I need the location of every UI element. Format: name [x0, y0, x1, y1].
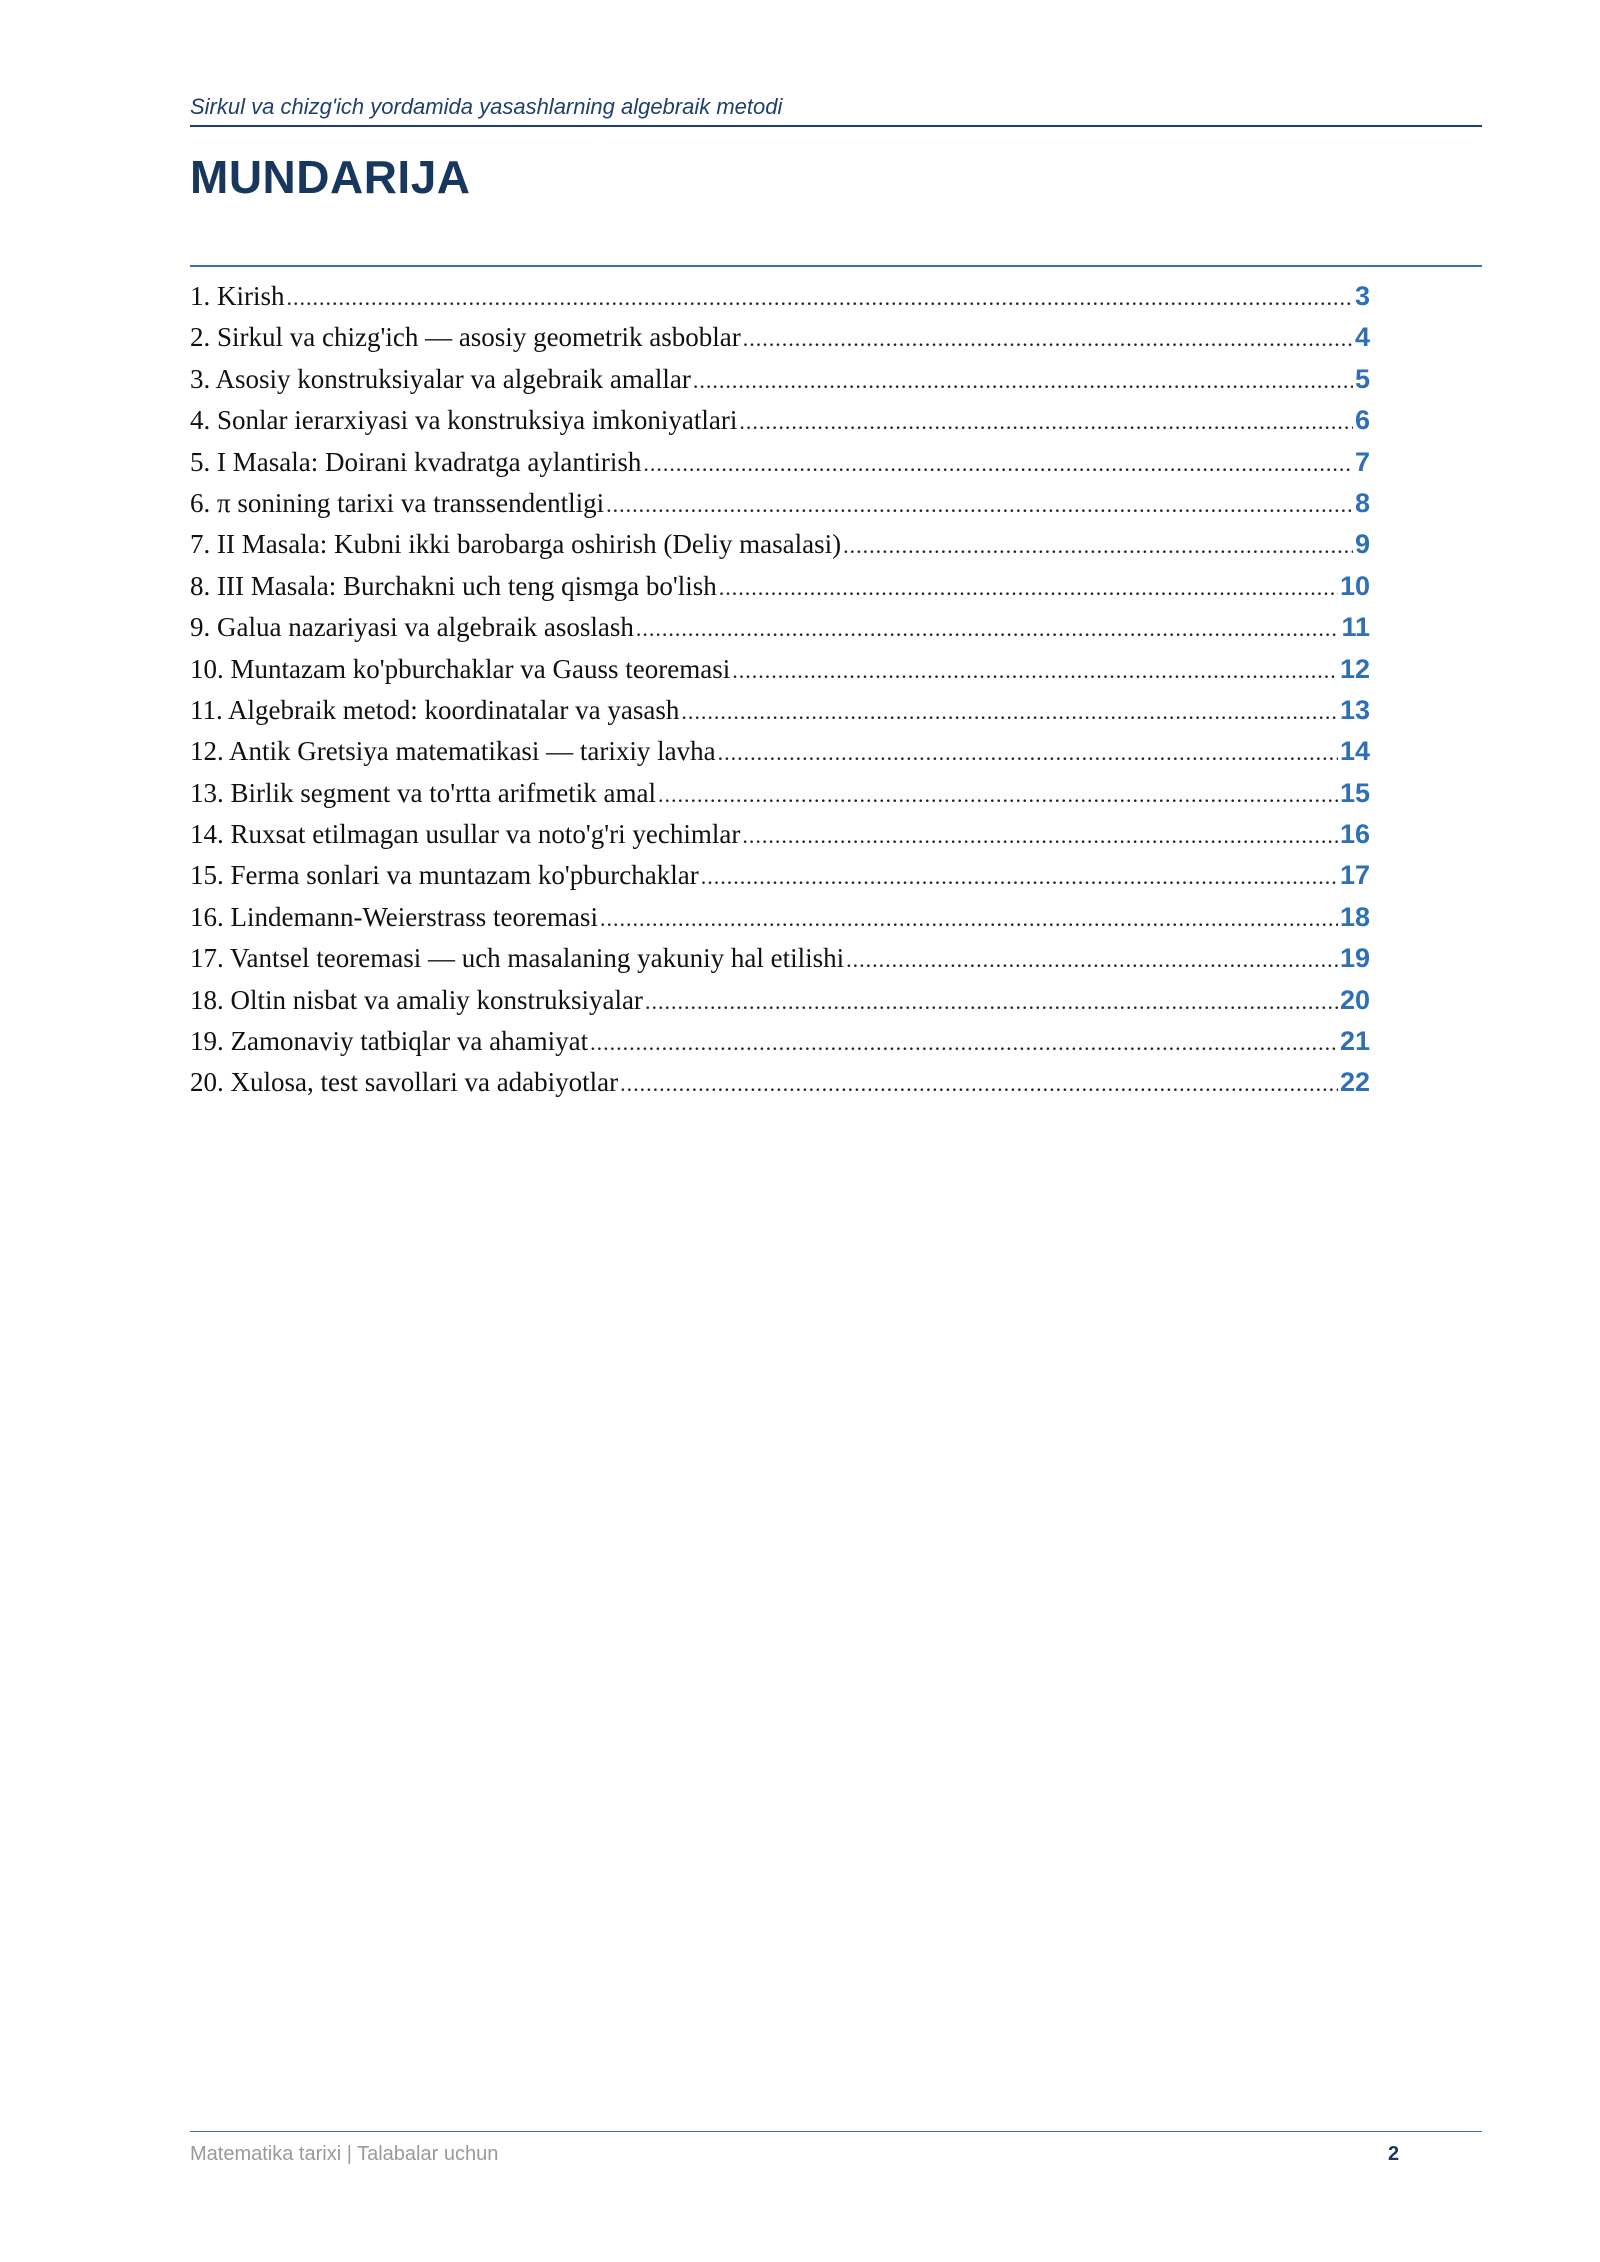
running-header: Sirkul va chizg'ich yordamida yasashlarning algebraik metodi — [190, 94, 783, 119]
toc-dot-leader — [701, 856, 1338, 897]
toc-dot-leader — [287, 277, 1353, 318]
toc-page-link[interactable]: 15 — [1339, 777, 1370, 808]
toc-entry-title: 6. π sonining tarixi va transsendentligi — [190, 487, 605, 518]
toc-entry[interactable] — [190, 442, 1370, 483]
toc-dot-leader — [600, 898, 1338, 939]
toc-divider — [190, 265, 1482, 267]
toc-dot-leader — [606, 484, 1353, 525]
toc-page-link[interactable]: 7 — [1354, 446, 1370, 477]
footer-divider — [190, 2131, 1482, 2132]
table-of-contents — [190, 276, 1370, 1104]
toc-entry[interactable] — [190, 359, 1370, 400]
toc-entry[interactable] — [190, 814, 1370, 855]
toc-entry-title: 20. Xulosa, test savollari va adabiyotlar — [190, 1067, 619, 1098]
toc-page-link[interactable]: 13 — [1339, 694, 1370, 725]
toc-entry[interactable] — [190, 524, 1370, 565]
toc-entry-title: 14. Ruxsat etilmagan usullar va noto'g'ri yechimlar — [190, 819, 741, 850]
toc-entry[interactable] — [190, 897, 1370, 938]
toc-entry-title: 3. Asosiy konstruksiyalar va algebraik amallar — [190, 363, 691, 394]
toc-page-link[interactable]: 16 — [1339, 819, 1370, 850]
toc-dot-leader — [643, 443, 1353, 484]
toc-entry[interactable] — [190, 773, 1370, 814]
toc-entry[interactable] — [190, 1062, 1370, 1103]
toc-page-link[interactable]: 11 — [1341, 612, 1370, 643]
toc-entry-title: 19. Zamonaviy tatbiqlar va ahamiyat — [190, 1026, 589, 1057]
toc-entry-title: 1. Kirish — [190, 281, 285, 311]
toc-entry[interactable] — [190, 855, 1370, 896]
toc-dot-leader — [658, 774, 1338, 815]
toc-entry-title: 15. Ferma sonlari va muntazam ko'pburchaklar — [190, 860, 699, 891]
toc-dot-leader — [645, 981, 1338, 1022]
toc-entry[interactable] — [190, 276, 1370, 317]
toc-page-link[interactable]: 5 — [1354, 363, 1370, 394]
toc-entry[interactable] — [190, 731, 1370, 772]
toc-dot-leader — [590, 1022, 1338, 1063]
toc-page-link[interactable]: 22 — [1339, 1067, 1370, 1098]
toc-page-link[interactable]: 6 — [1354, 405, 1370, 436]
toc-entry-title: 12. Antik Gretsiya matematikasi — tarixiy lavha — [190, 736, 716, 767]
page-title: MUNDARIJA — [190, 151, 471, 203]
toc-page-link[interactable]: 14 — [1339, 736, 1370, 767]
toc-dot-leader — [742, 815, 1338, 856]
toc-dot-leader — [693, 360, 1353, 401]
toc-dot-leader — [732, 650, 1338, 691]
toc-dot-leader — [636, 608, 1340, 649]
toc-entry[interactable] — [190, 400, 1370, 441]
header-divider — [190, 125, 1482, 127]
toc-page-link[interactable]: 3 — [1354, 281, 1370, 311]
toc-dot-leader — [846, 939, 1338, 980]
toc-entry[interactable] — [190, 1021, 1370, 1062]
toc-entry-title: 11. Algebraik metod: koordinatalar va yasash — [190, 694, 680, 725]
page-number: 2 — [1388, 2143, 1400, 2165]
toc-page-link[interactable]: 8 — [1354, 487, 1370, 518]
toc-page-link[interactable]: 17 — [1339, 860, 1370, 891]
toc-entry[interactable] — [190, 317, 1370, 358]
toc-page-link[interactable]: 19 — [1339, 943, 1370, 974]
toc-dot-leader — [843, 525, 1353, 566]
toc-entry[interactable] — [190, 607, 1370, 648]
toc-entry[interactable] — [190, 483, 1370, 524]
footer-text: Matematika tarixi | Talabalar uchun — [190, 2143, 499, 2165]
toc-entry-title: 17. Vantsel teoremasi — uch masalaning yakuniy hal etilishi — [190, 943, 845, 974]
toc-page-link[interactable]: 9 — [1354, 529, 1370, 560]
toc-dot-leader — [743, 318, 1353, 359]
toc-page-link[interactable]: 21 — [1339, 1026, 1370, 1057]
toc-entry[interactable] — [190, 980, 1370, 1021]
toc-entry-title: 16. Lindemann-Weierstrass teoremasi — [190, 901, 598, 932]
toc-dot-leader — [719, 567, 1338, 608]
toc-page-link[interactable]: 10 — [1339, 570, 1370, 601]
toc-dot-leader — [718, 732, 1338, 773]
toc-page-link[interactable]: 4 — [1354, 322, 1370, 353]
toc-entry[interactable] — [190, 649, 1370, 690]
toc-entry[interactable] — [190, 566, 1370, 607]
toc-entry-title: 8. III Masala: Burchakni uch teng qismga bo'lish — [190, 570, 717, 601]
toc-entry[interactable] — [190, 938, 1370, 979]
toc-entry-title: 18. Oltin nisbat va amaliy konstruksiyalar — [190, 984, 643, 1015]
toc-dot-leader — [620, 1063, 1338, 1104]
toc-page-link[interactable]: 12 — [1339, 653, 1370, 684]
toc-entry[interactable] — [190, 690, 1370, 731]
toc-page-link[interactable]: 18 — [1339, 901, 1370, 932]
toc-entry-title: 4. Sonlar ierarxiyasi va konstruksiya imkoniyatlari — [190, 405, 738, 436]
toc-dot-leader — [681, 691, 1338, 732]
toc-dot-leader — [739, 401, 1353, 442]
toc-entry-title: 2. Sirkul va chizg'ich — asosiy geometrik asboblar — [190, 322, 741, 353]
toc-entry-title: 10. Muntazam ko'pburchaklar va Gauss teoremasi — [190, 653, 731, 684]
toc-entry-title: 7. II Masala: Kubni ikki barobarga oshirish (Deliy masalasi) — [190, 529, 842, 560]
toc-page-link[interactable]: 20 — [1339, 984, 1370, 1015]
toc-entry-title: 5. I Masala: Doirani kvadratga aylantirish — [190, 446, 642, 477]
toc-entry-title: 9. Galua nazariyasi va algebraik asoslash — [190, 612, 634, 643]
toc-entry-title: 13. Birlik segment va to'rtta arifmetik amal — [190, 777, 656, 808]
